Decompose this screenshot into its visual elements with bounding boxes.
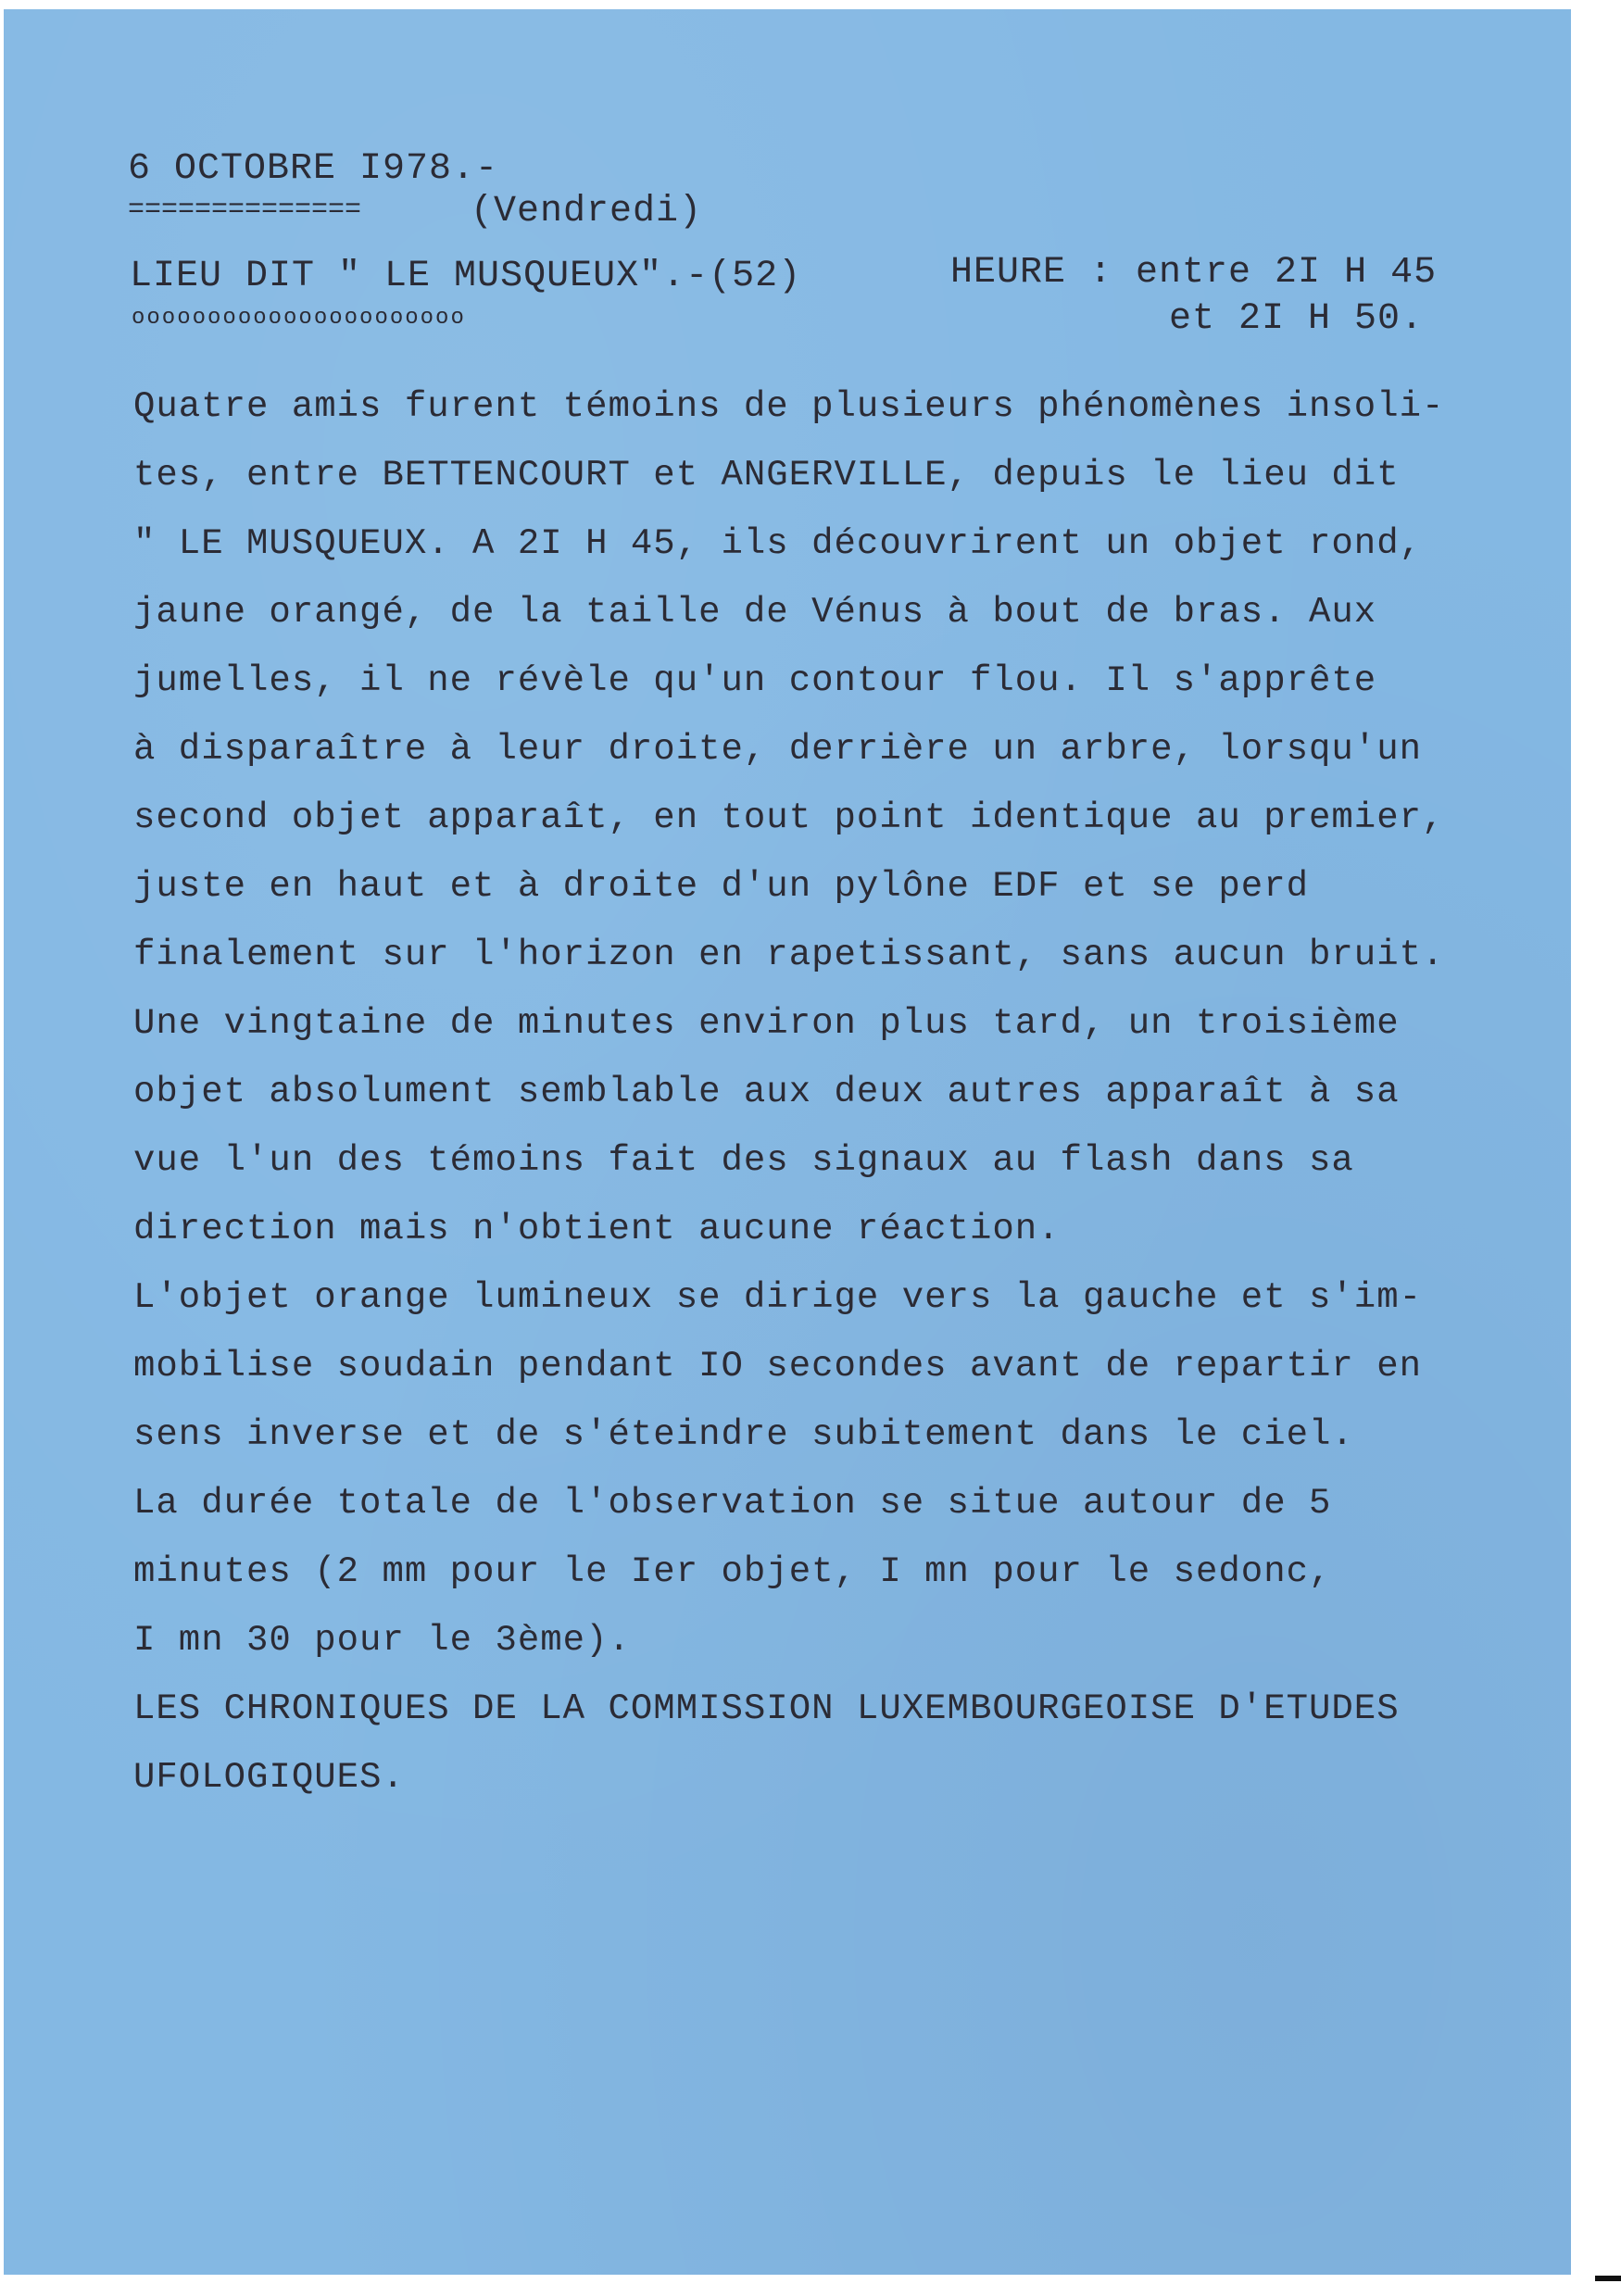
source-line: LES CHRONIQUES DE LA COMMISSION LUXEMBOURGEOISE D'ETUDES	[133, 1688, 1400, 1729]
body-line: objet absolument semblable aux deux autres apparaît à sa	[133, 1072, 1400, 1112]
body-line: finalement sur l'horizon en rapetissant, sans aucun bruit.	[133, 935, 1445, 975]
time-range-line2: et 2I H 50.	[1169, 298, 1425, 340]
body-line: à disparaître à leur droite, derrière un arbre, lorsqu'un	[133, 729, 1423, 770]
body-line: second objet apparaît, en tout point identique au premier,	[133, 797, 1445, 838]
scan-corner-mark	[1595, 2276, 1621, 2281]
place-underline: oooooooooooooooooooooo	[132, 306, 466, 331]
place-heading: LIEU DIT " LE MUSQUEUX".-(52)	[130, 256, 802, 297]
body-line: mobilise soudain pendant IO secondes avant de repartir en	[133, 1346, 1423, 1386]
document-date: 6 OCTOBRE I978.-	[128, 148, 499, 190]
body-line: jumelles, il ne révèle qu'un contour flou. Il s'apprête	[133, 660, 1377, 701]
body-line: minutes (2 mm pour le Ier objet, I mn pour le sedonc,	[133, 1551, 1332, 1592]
body-line: vue l'un des témoins fait des signaux au flash dans sa	[133, 1140, 1354, 1181]
body-line: La durée totale de l'observation se situe autour de 5	[133, 1483, 1332, 1524]
body-line: tes, entre BETTENCOURT et ANGERVILLE, depuis le lieu dit	[133, 455, 1400, 496]
body-line: juste en haut et à droite d'un pylône EDF et se perd	[133, 866, 1309, 907]
body-line: Quatre amis furent témoins de plusieurs phénomènes insoli-	[133, 386, 1445, 427]
date-underline: ==============	[128, 194, 362, 226]
body-line: I mn 30 pour le 3ème).	[133, 1620, 631, 1661]
source-line: UFOLOGIQUES.	[133, 1757, 405, 1798]
body-line: sens inverse et de s'éteindre subitement dans le ciel.	[133, 1414, 1354, 1455]
body-line: direction mais n'obtient aucune réaction.	[133, 1209, 1061, 1249]
body-line: Une vingtaine de minutes environ plus tard, un troisième	[133, 1003, 1400, 1044]
paper-sheet	[4, 9, 1571, 2275]
report-body	[133, 372, 1444, 1812]
body-line: " LE MUSQUEUX. A 2I H 45, ils découvrirent un objet rond,	[133, 523, 1423, 564]
body-line: jaune orangé, de la taille de Vénus à bout de bras. Aux	[133, 592, 1377, 633]
body-line: L'objet orange lumineux se dirige vers la gauche et s'im-	[133, 1277, 1423, 1318]
time-range-line1: HEURE : entre 2I H 45	[950, 252, 1438, 294]
weekday: (Vendredi)	[471, 191, 703, 232]
